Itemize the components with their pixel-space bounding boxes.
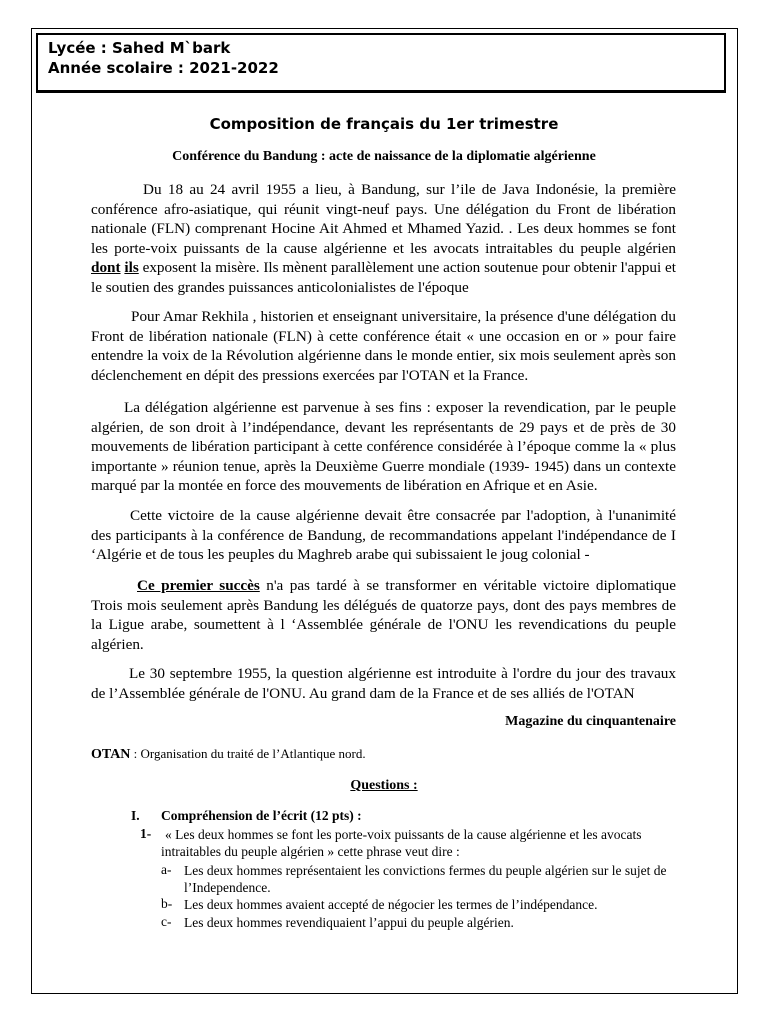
header-box	[36, 33, 726, 93]
paragraph-3: La délégation algérienne est parvenue à ses fins : exposer la revendication, par le peuple algérien, de son droit à l’indépendance, devant les représentants de 29 pays et de près de 30 mouvements de libération participant à cette conférence considérée à l’époque comme la « plus importante » réunion tenue, après la Deuxième Guerre mondiale (1939- 1945) dans un contexte marqué par la montée en force des mouvements de libération en Afrique et en Asie.	[91, 399, 676, 495]
otan-abbreviation: OTAN	[91, 747, 131, 762]
paragraph-1	[91, 180, 676, 298]
questions-heading: Questions :	[350, 778, 418, 793]
school-name: Lycée : Sahed M`bark	[48, 39, 231, 57]
otan-definition: : Organisation du traité de l’Atlantique nord.	[130, 746, 366, 761]
otan-footnote	[91, 746, 366, 763]
paragraph-4: Cette victoire de la cause algérienne devait être consacrée par l'adoption, à l'unanimité des participants à la conférence de Bandung, de recommandations appelant l'indépendance de I ‘Algérie et de tous les peuples du Maghreb arabe qui subissaient le joug colonial -	[91, 507, 676, 564]
paragraph-1-part-b: exposent la misère. Ils mènent parallèlement une action soutenue pour obtenir l'appui et le soutien des grandes puissances anticolonialistes de l'époque	[91, 259, 676, 296]
paragraph-1-part-a: Du 18 au 24 avril 1955 a lieu, à Bandung, sur l’ile de Java Indonésie, la première conférence afro-asiatique, qui réunit vingt-neuf pays. Une délégation du Front de libération nationale (FLN) comprenant Hocine Ait Ahmed et Mhamed Yazid. . Les deux hommes se font les porte-voix puissants de la cause algérienne et les avocats intraitables du peuple algérien	[91, 181, 676, 257]
source-signature: Magazine du cinquantenaire	[505, 714, 676, 729]
option-a-text: Les deux hommes représentaient les convictions fermes du peuple algérien sur le sujet de l’Independence.	[184, 863, 667, 895]
paragraph-2: Pour Amar Rekhila , historien et enseignant universitaire, la présence d'une délégation du Front de libération nationale (FLN) à cette conférence était « une occasion en or » pour faire entendre la voix de la Révolution algérienne dans le monde entier, six mois seulement après son déclenchement en dépit des pressions exercées par l'OTAN et la France.	[91, 308, 676, 384]
paragraph-6: Le 30 septembre 1955, la question algérienne est introduite à l'ordre du jour des travaux de l’Assemblée générale de l'ONU. Au grand dam de la France et de ses alliés de l'OTAN	[91, 665, 676, 702]
option-b-letter: b-	[161, 896, 173, 911]
paragraph-5	[91, 576, 676, 654]
question-1-number: 1-	[140, 826, 152, 841]
option-b-text: Les deux hommes avaient accepté de négocier les termes de l’indépendance.	[184, 897, 598, 912]
school-year: Année scolaire : 2021-2022	[48, 59, 279, 77]
section-number: I.	[131, 808, 140, 823]
document-title: Composition de français du 1er trimestre	[209, 115, 559, 133]
underlined-ils: ils	[124, 259, 139, 277]
paragraph-5-rest: n'a pas tardé à se transformer en véritable victoire diplomatique Trois mois seulement après Bandung les délégués de quatorze pays, dont des pays membres de la Ligue arabe, soumettent à l ‘Assemblée générale de l'ONU les revendications du peuple algérien.	[91, 577, 676, 653]
question-1-text: « Les deux hommes se font les porte-voix puissants de la cause algérienne et les avocats intraitables du peuple algérien » cette phrase veut dire :	[161, 827, 642, 859]
option-a-letter: a-	[161, 862, 172, 877]
section-title: Compréhension de l’écrit (12 pts) :	[161, 808, 362, 823]
underlined-dont: dont	[91, 259, 121, 277]
option-c-letter: c-	[161, 914, 172, 929]
document-subtitle: Conférence du Bandung : acte de naissance de la diplomatie algérienne	[172, 149, 596, 164]
option-c-text: Les deux hommes revendiquaient l’appui du peuple algérien.	[184, 915, 514, 930]
underlined-ce-premier-succes: Ce premier succès	[137, 577, 260, 594]
